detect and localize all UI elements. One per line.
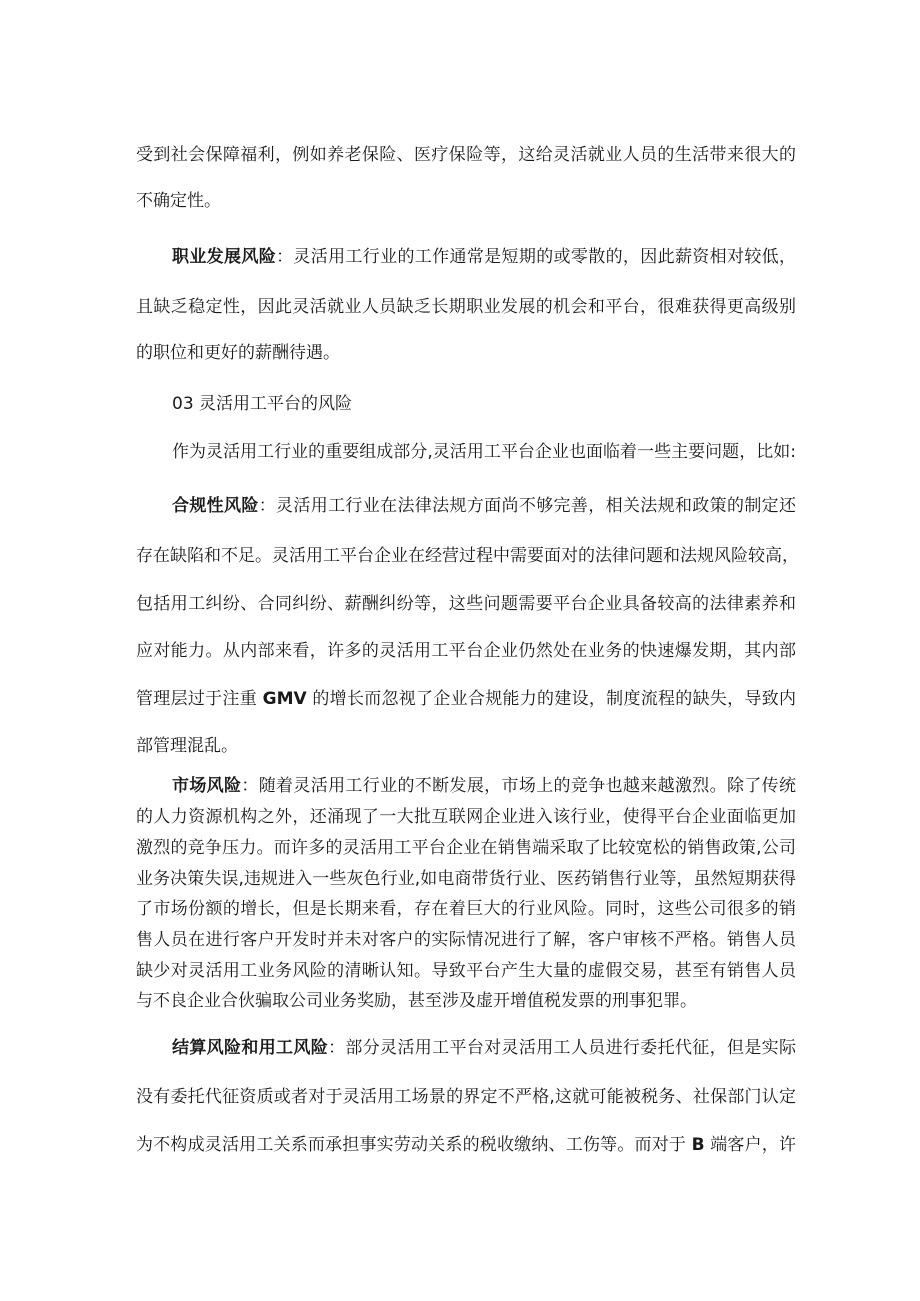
paragraph-line <box>136 545 799 567</box>
paragraph-line <box>136 960 796 982</box>
text: 业务决策失误,违规进入一些灰色行业,如电商带货行业、医药销售行业等，虽然短期获得 <box>136 869 796 889</box>
text: 与不良企业合伙骗取公司业务奖励，甚至涉及虚开增值税发票的刑事犯罪。 <box>136 991 697 1011</box>
text: 激烈的竞争压力。而许多的灵活用工平台企业在销售端采取了比较宽松的销售政策,公司 <box>136 838 796 858</box>
paragraph-line <box>172 1037 796 1059</box>
paragraph-line <box>136 1086 796 1108</box>
b-term: B <box>691 1135 705 1155</box>
text: 端客户，许 <box>704 1135 796 1155</box>
heading-text: 03 灵活用工平台的风险 <box>172 394 353 414</box>
text: ：随着灵活用工行业的不断发展，市场上的竞争也越来越激烈。除了传统 <box>241 776 797 796</box>
text: ：灵活用工行业的工作通常是短期的或零散的，因此薪资相对较低， <box>276 247 797 267</box>
text: 不确定性。 <box>136 191 221 211</box>
text: 且缺乏稳定性，因此灵活就业人员缺乏长期职业发展的机会和平台，很难获得更高级别 <box>136 297 796 317</box>
text: ：部分灵活用工平台对灵活用工人员进行委托代征，但是实际 <box>328 1038 797 1058</box>
paragraph-line <box>136 144 796 166</box>
paragraph-line <box>136 990 796 1012</box>
paragraph-line <box>136 342 796 364</box>
settlement-risk-label: 结算风险和用工风险 <box>172 1038 329 1058</box>
paragraph-line <box>136 1134 796 1156</box>
paragraph-line <box>136 929 796 951</box>
compliance-risk-label: 合规性风险 <box>172 496 259 516</box>
paragraph-line <box>136 898 796 920</box>
text: 缺少对灵活用工业务风险的清晰认知。导致平台产生大量的虚假交易，甚至有销售人员 <box>136 961 796 981</box>
text: 管理层过于注重 <box>136 689 263 709</box>
paragraph-line <box>136 593 796 615</box>
paragraph-line <box>172 495 796 517</box>
section-heading <box>172 393 796 415</box>
paragraph-line <box>136 190 796 212</box>
paragraph-line <box>136 640 796 662</box>
text: 作为灵活用工行业的重要组成部分,灵活用工平台企业也面临着一些主要问题，比如: <box>172 442 796 462</box>
text: 应对能力。从内部来看，许多的灵活用工平台企业仍然处在业务的快速爆发期，其内部 <box>136 641 796 661</box>
paragraph-line <box>136 837 796 859</box>
text: 了市场份额的增长，但是长期来看，存在着巨大的行业风险。同时，这些公司很多的销 <box>136 899 796 919</box>
paragraph-line <box>172 441 796 463</box>
paragraph-line <box>136 688 796 710</box>
text: 为不构成灵活用工关系而承担事实劳动关系的税收缴纳、工伤等。而对于 <box>136 1135 692 1155</box>
text: 部管理混乱。 <box>136 736 238 756</box>
career-risk-label: 职业发展风险 <box>172 247 277 267</box>
paragraph-line <box>136 735 796 757</box>
paragraph-line <box>172 775 796 797</box>
text: 受到社会保障福利，例如养老保险、医疗保险等，这给灵活就业人员的生活带来很大的 <box>136 145 796 165</box>
market-risk-label: 市场风险 <box>172 776 242 796</box>
text: 的人力资源机构之外，还涌现了一大批互联网企业进入该行业，使得平台企业面临更加 <box>136 807 796 827</box>
paragraph-line <box>172 246 796 268</box>
text: 包括用工纠纷、合同纠纷、薪酬纠纷等，这些问题需要平台企业具备较高的法律素养和 <box>136 594 796 614</box>
paragraph-line <box>136 868 796 890</box>
text: 的职位和更好的薪酬待遇。 <box>136 343 340 363</box>
text: 没有委托代征资质或者对于灵活用工场景的界定不严格,这就可能被税务、社保部门认定 <box>136 1087 796 1107</box>
text: ：灵活用工行业在法律法规方面尚不够完善，相关法规和政策的制定还 <box>258 496 797 516</box>
paragraph-line <box>136 296 796 318</box>
text: 售人员在进行客户开发时并未对客户的实际情况进行了解，客户审核不严格。销售人员 <box>136 930 796 950</box>
gmv-term: GMV <box>262 689 307 709</box>
text: 的增长而忽视了企业合规能力的建设，制度流程的缺失，导致内 <box>306 689 797 709</box>
paragraph-line <box>136 806 796 828</box>
text: 存在缺陷和不足。灵活用工平台企业在经营过程中需要面对的法律问题和法规风险较高， <box>136 546 799 566</box>
